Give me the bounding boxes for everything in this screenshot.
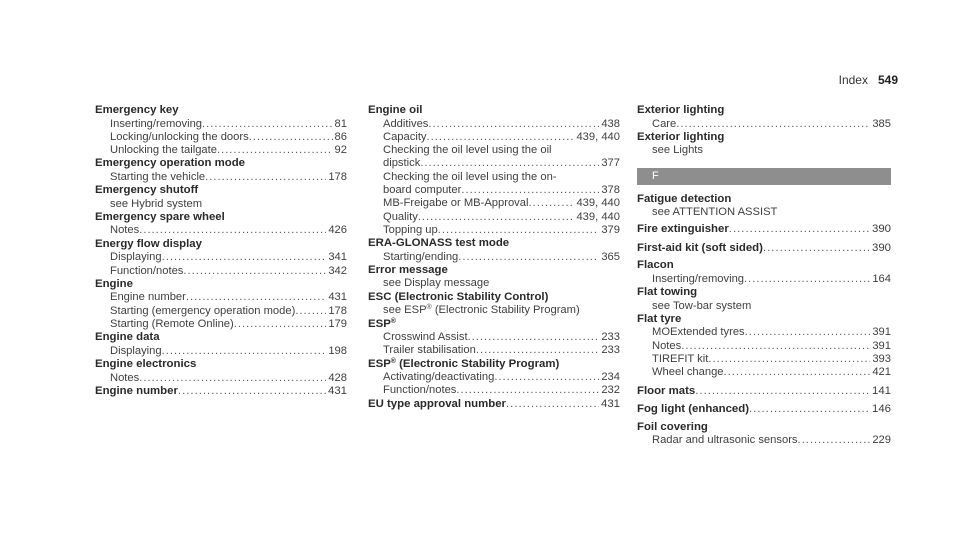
index-entry bbox=[637, 286, 891, 313]
index-entry[interactable] bbox=[95, 385, 347, 399]
index-entry bbox=[95, 331, 347, 358]
page-ref[interactable]: 431 bbox=[328, 291, 347, 304]
index-entry[interactable] bbox=[637, 385, 891, 399]
sub-entry-label: Inserting/removing bbox=[110, 117, 203, 130]
sub-entry-label: Care bbox=[652, 117, 677, 130]
sub-entry-line: Checking the oil level using the on- bbox=[383, 170, 557, 183]
sub-entry[interactable] bbox=[368, 118, 620, 131]
page-ref[interactable]: 385 bbox=[872, 117, 891, 130]
sub-entry-label: Displaying bbox=[110, 251, 162, 264]
sub-entry-label: Engine number bbox=[110, 291, 186, 304]
see-reference-text: see ESP bbox=[383, 304, 427, 317]
entry-heading: Emergency shutoff bbox=[95, 184, 199, 197]
sub-entry[interactable] bbox=[637, 366, 891, 379]
page-ref[interactable]: 229 bbox=[872, 434, 891, 447]
sub-entry[interactable] bbox=[368, 184, 620, 197]
page-ref[interactable]: 92 bbox=[334, 144, 347, 157]
entry-heading: Engine bbox=[95, 277, 133, 290]
sub-entry-label: Additives bbox=[383, 117, 429, 130]
entry-heading: ERA-GLONASS test mode bbox=[368, 237, 510, 250]
see-reference[interactable]: see Lights bbox=[652, 144, 703, 157]
sub-entry[interactable] bbox=[368, 211, 620, 224]
entry-heading: Foil covering bbox=[637, 420, 708, 433]
sub-entry-label: Starting (emergency operation mode) bbox=[110, 304, 296, 317]
index-entry bbox=[95, 157, 347, 184]
see-reference-text: (Electronic Stability Program) bbox=[431, 304, 580, 317]
page-ref[interactable]: 377 bbox=[601, 157, 620, 170]
page-ref[interactable]: 439, 440 bbox=[576, 130, 620, 143]
index-entry[interactable] bbox=[368, 398, 620, 412]
index-column-2 bbox=[368, 104, 620, 411]
entry-heading: Flat towing bbox=[637, 286, 698, 299]
entry-heading: Engine electronics bbox=[95, 358, 197, 371]
index-entry bbox=[637, 421, 891, 448]
entry-heading bbox=[368, 318, 620, 332]
index-entry bbox=[637, 131, 891, 158]
page-ref[interactable]: 431 bbox=[600, 397, 620, 410]
entry-heading: Engine oil bbox=[368, 104, 423, 116]
sub-entry-label: Function/notes bbox=[110, 264, 184, 277]
see-reference[interactable]: see Display message bbox=[383, 277, 490, 290]
sub-entry-label: dipstick bbox=[383, 157, 421, 170]
page-ref[interactable]: 428 bbox=[328, 371, 347, 384]
index-entry bbox=[368, 358, 620, 398]
page-ref[interactable]: 379 bbox=[601, 223, 620, 236]
entry-heading: Emergency key bbox=[95, 104, 179, 116]
sub-entry[interactable] bbox=[637, 434, 891, 447]
sub-entry-label: Starting (Remote Online) bbox=[110, 317, 234, 330]
sub-entry-label: Starting/ending bbox=[383, 250, 459, 263]
page-ref[interactable]: 232 bbox=[601, 384, 620, 397]
entry-heading: Emergency operation mode bbox=[95, 157, 246, 170]
sub-entry-label: MOExtended tyres bbox=[652, 326, 745, 339]
sub-entry[interactable] bbox=[637, 340, 891, 353]
sub-entry-label: board computer bbox=[383, 183, 462, 196]
registered-mark: ® bbox=[390, 317, 396, 325]
page-ref[interactable]: 378 bbox=[601, 183, 620, 196]
entry-heading: Fog light (enhanced) bbox=[637, 403, 749, 416]
page-ref[interactable]: 141 bbox=[871, 384, 891, 397]
index-column-3 bbox=[637, 104, 891, 447]
page-ref[interactable]: 393 bbox=[872, 353, 891, 366]
sub-entry[interactable] bbox=[637, 326, 891, 339]
registered-mark: ® bbox=[390, 357, 396, 365]
sub-entry-label: Notes bbox=[652, 339, 682, 352]
sub-entry[interactable] bbox=[368, 251, 620, 264]
page-ref[interactable]: 438 bbox=[601, 117, 620, 130]
sub-entry[interactable] bbox=[95, 171, 347, 184]
entry-heading bbox=[368, 358, 620, 372]
sub-entry-label: Topping up bbox=[383, 223, 438, 236]
index-entry[interactable] bbox=[637, 403, 891, 417]
page-ref[interactable]: 146 bbox=[871, 403, 891, 416]
page-number: 549 bbox=[877, 73, 898, 87]
sub-entry[interactable] bbox=[95, 372, 347, 385]
page-ref[interactable]: 426 bbox=[328, 224, 347, 237]
sub-entry[interactable] bbox=[637, 353, 891, 366]
page-ref[interactable]: 390 bbox=[871, 223, 891, 236]
entry-heading: Floor mats bbox=[637, 384, 696, 397]
page-ref[interactable]: 81 bbox=[334, 117, 347, 130]
entry-heading: Engine number bbox=[95, 384, 178, 397]
index-entry bbox=[368, 318, 620, 358]
index-entry bbox=[637, 104, 891, 131]
page-ref[interactable]: 233 bbox=[601, 331, 620, 344]
page-ref[interactable]: 365 bbox=[601, 250, 620, 263]
sub-entry[interactable] bbox=[637, 118, 891, 131]
sub-entry[interactable] bbox=[95, 224, 347, 237]
sub-entry-label: Notes bbox=[110, 371, 140, 384]
sub-entry-label: Starting the vehicle bbox=[110, 170, 206, 183]
entry-heading: Flat tyre bbox=[637, 312, 682, 325]
page-ref[interactable]: 233 bbox=[601, 344, 620, 357]
sub-entry-label: Function/notes bbox=[383, 384, 457, 397]
page-ref[interactable]: 391 bbox=[872, 339, 891, 352]
sub-entry-label: Displaying bbox=[110, 344, 162, 357]
index-column-1 bbox=[95, 104, 347, 398]
sub-entry[interactable] bbox=[368, 197, 620, 210]
sub-entry-label: Crosswind Assist bbox=[383, 331, 468, 344]
sub-entry-label: Wheel change bbox=[652, 366, 724, 379]
page-ref[interactable]: 421 bbox=[872, 366, 891, 379]
see-reference[interactable] bbox=[368, 304, 620, 317]
page-ref[interactable]: 439, 440 bbox=[576, 210, 620, 223]
sub-entry[interactable] bbox=[637, 273, 891, 286]
sub-entry[interactable] bbox=[95, 291, 347, 304]
index-label: Index bbox=[838, 73, 868, 87]
entry-heading: First-aid kit (soft sided) bbox=[637, 241, 763, 254]
index-entry bbox=[637, 313, 891, 380]
index-entry bbox=[95, 238, 347, 278]
page-ref[interactable]: 234 bbox=[601, 371, 620, 384]
sub-entry-label: Quality bbox=[383, 210, 418, 223]
index-entry[interactable] bbox=[637, 242, 891, 256]
page-ref[interactable]: 178 bbox=[328, 170, 347, 183]
entry-heading: Fatigue detection bbox=[637, 192, 732, 205]
page-ref[interactable]: 341 bbox=[328, 251, 347, 264]
entry-heading-text: ESP bbox=[368, 317, 391, 330]
index-entry bbox=[637, 259, 891, 286]
index-entry bbox=[368, 264, 620, 291]
index-entry bbox=[368, 237, 620, 264]
index-entry[interactable] bbox=[637, 223, 891, 237]
page-ref[interactable]: 179 bbox=[328, 317, 347, 330]
index-entry bbox=[95, 358, 347, 385]
sub-entry[interactable] bbox=[368, 131, 620, 144]
sub-entry[interactable] bbox=[368, 331, 620, 344]
entry-heading: Exterior lighting bbox=[637, 130, 725, 143]
sub-entry[interactable] bbox=[95, 118, 347, 131]
sub-entry[interactable] bbox=[95, 305, 347, 318]
sub-entry-label: Locking/unlocking the doors bbox=[110, 130, 249, 143]
page-ref[interactable]: 439, 440 bbox=[576, 197, 620, 210]
sub-entry[interactable] bbox=[95, 131, 347, 144]
entry-heading: ESC (Electronic Stability Control) bbox=[368, 290, 549, 303]
page-ref[interactable]: 391 bbox=[872, 326, 891, 339]
page-ref[interactable]: 164 bbox=[872, 272, 891, 285]
section-letter-bar: F bbox=[637, 168, 891, 185]
entry-heading: Flacon bbox=[637, 259, 674, 272]
sub-entry[interactable] bbox=[368, 224, 620, 237]
registered-mark: ® bbox=[426, 304, 432, 312]
sub-entry[interactable] bbox=[368, 384, 620, 397]
index-entry bbox=[95, 278, 347, 331]
see-reference[interactable]: see Tow-bar system bbox=[652, 299, 752, 312]
entry-heading: Exterior lighting bbox=[637, 104, 725, 116]
index-entry bbox=[368, 104, 620, 237]
sub-entry[interactable] bbox=[95, 265, 347, 278]
entry-heading: Engine data bbox=[95, 331, 160, 344]
index-entry bbox=[368, 291, 620, 318]
sub-entry-label: MB-Freigabe or MB-Approval bbox=[383, 197, 529, 210]
page-header bbox=[839, 73, 898, 87]
index-entry bbox=[637, 193, 891, 220]
page-ref[interactable]: 431 bbox=[327, 384, 347, 397]
sub-entry[interactable] bbox=[95, 345, 347, 358]
sub-entry-label: Capacity bbox=[383, 130, 427, 143]
entry-heading: EU type approval number bbox=[368, 397, 506, 410]
sub-entry-label: TIREFIT kit bbox=[652, 353, 709, 366]
sub-entry-label: Inserting/removing bbox=[652, 272, 745, 285]
page-ref[interactable]: 178 bbox=[328, 304, 347, 317]
entry-heading: Energy flow display bbox=[95, 237, 202, 250]
sub-entry[interactable] bbox=[95, 251, 347, 264]
entry-heading-text: (Electronic Stability Program) bbox=[395, 357, 560, 370]
index-entry bbox=[95, 104, 347, 157]
see-reference[interactable]: see Hybrid system bbox=[110, 197, 203, 210]
sub-entry-line: Checking the oil level using the oil bbox=[383, 144, 552, 157]
sub-entry[interactable] bbox=[95, 318, 347, 331]
entry-heading-text: ESP bbox=[368, 357, 391, 370]
sub-entry-label: Unlocking the tailgate bbox=[110, 144, 217, 157]
sub-entry[interactable] bbox=[368, 371, 620, 384]
index-entry bbox=[95, 184, 347, 211]
entry-heading: Error message bbox=[368, 263, 448, 276]
page-ref[interactable]: 342 bbox=[328, 264, 347, 277]
entry-heading: Emergency spare wheel bbox=[95, 210, 225, 223]
page-ref[interactable]: 86 bbox=[334, 130, 347, 143]
page-ref[interactable]: 198 bbox=[328, 344, 347, 357]
sub-entry-label: Trailer stabilisation bbox=[383, 344, 476, 357]
sub-entry-label: Notes bbox=[110, 224, 140, 237]
sub-entry[interactable] bbox=[95, 144, 347, 157]
sub-entry-label: Radar and ultrasonic sensors bbox=[652, 434, 798, 447]
sub-entry-label: Activating/deactivating bbox=[383, 371, 495, 384]
index-entry bbox=[95, 211, 347, 238]
see-reference[interactable]: see ATTENTION ASSIST bbox=[652, 206, 778, 219]
entry-heading: Fire extinguisher bbox=[637, 223, 729, 236]
sub-entry[interactable] bbox=[368, 157, 620, 170]
sub-entry[interactable] bbox=[368, 344, 620, 357]
page-ref[interactable]: 390 bbox=[871, 241, 891, 254]
